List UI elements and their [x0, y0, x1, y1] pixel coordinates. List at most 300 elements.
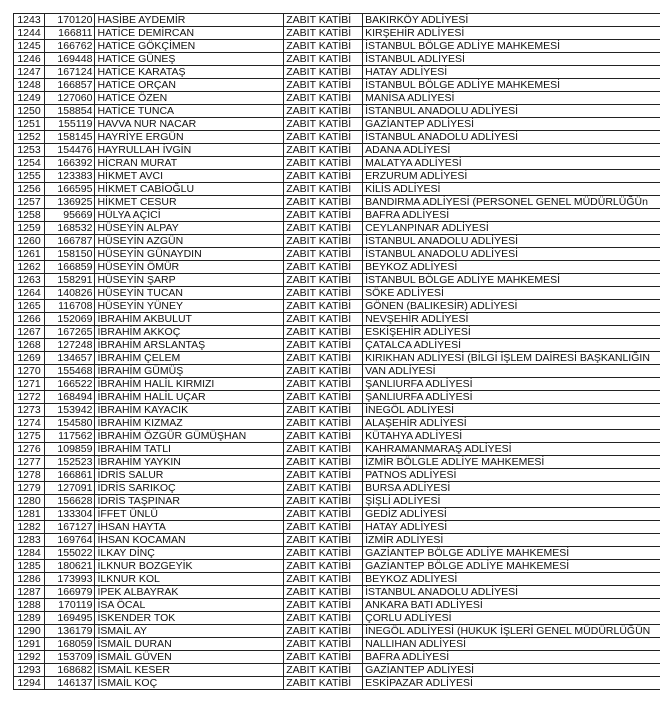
assigned-unit-cell: ÇORLU ADLİYESİ — [363, 612, 660, 625]
job-title-cell: ZABIT KATİBİ — [284, 339, 363, 352]
name-cell: HAYRULLAH İVGİN — [95, 144, 284, 157]
job-title-cell: ZABIT KATİBİ — [284, 638, 363, 651]
name-cell: İDRİS SARIKOÇ — [95, 482, 284, 495]
job-title-cell: ZABIT KATİBİ — [284, 27, 363, 40]
assigned-unit-cell: İZMİR ADLİYESİ — [363, 534, 660, 547]
assigned-unit-cell: BAKIRKÖY ADLİYESİ — [363, 14, 660, 27]
assigned-unit-cell: İSTANBUL ANADOLU ADLİYESİ — [363, 105, 660, 118]
job-title-cell: ZABIT KATİBİ — [284, 118, 363, 131]
row-number-cell: 1264 — [14, 287, 45, 300]
name-cell: İSMAİL KESER — [95, 664, 284, 677]
row-number-cell: 1251 — [14, 118, 45, 131]
table-row — [14, 157, 660, 170]
row-number-cell: 1255 — [14, 170, 45, 183]
name-cell: İDRİS SALUR — [95, 469, 284, 482]
job-title-cell: ZABIT KATİBİ — [284, 235, 363, 248]
job-title-cell: ZABIT KATİBİ — [284, 456, 363, 469]
registry-id-cell: 170119 — [45, 599, 95, 612]
registry-id-cell: 154476 — [45, 144, 95, 157]
row-number-cell: 1249 — [14, 92, 45, 105]
table-row — [14, 196, 660, 209]
registry-id-cell: 127091 — [45, 482, 95, 495]
registry-id-cell: 166392 — [45, 157, 95, 170]
name-cell: İBRAHİM HALİL KIRMIZI — [95, 378, 284, 391]
assigned-unit-cell: MALATYA ADLİYESİ — [363, 157, 660, 170]
name-cell: İBRAHİM GÜMÜŞ — [95, 365, 284, 378]
registry-id-cell: 168682 — [45, 664, 95, 677]
table-row — [14, 651, 660, 664]
table-row — [14, 248, 660, 261]
registry-id-cell: 167124 — [45, 66, 95, 79]
registry-id-cell: 169448 — [45, 53, 95, 66]
registry-id-cell: 155468 — [45, 365, 95, 378]
table-row — [14, 235, 660, 248]
assigned-unit-cell: İSTANBUL BÖLGE ADLİYE MAHKEMESİ — [363, 274, 660, 287]
name-cell: İLKNUR KOL — [95, 573, 284, 586]
registry-id-cell: 169495 — [45, 612, 95, 625]
job-title-cell: ZABIT KATİBİ — [284, 105, 363, 118]
row-number-cell: 1290 — [14, 625, 45, 638]
row-number-cell: 1285 — [14, 560, 45, 573]
registry-id-cell: 133304 — [45, 508, 95, 521]
name-cell: HİKMET CABİOĞLU — [95, 183, 284, 196]
registry-id-cell: 116708 — [45, 300, 95, 313]
job-title-cell: ZABIT KATİBİ — [284, 443, 363, 456]
table-row — [14, 391, 660, 404]
name-cell: HAYRİYE ERGÜN — [95, 131, 284, 144]
table-row — [14, 313, 660, 326]
registry-id-cell: 173993 — [45, 573, 95, 586]
job-title-cell: ZABIT KATİBİ — [284, 222, 363, 235]
registry-id-cell: 158150 — [45, 248, 95, 261]
assigned-unit-cell: VAN ADLİYESİ — [363, 365, 660, 378]
registry-id-cell: 140826 — [45, 287, 95, 300]
assigned-unit-cell: ALAŞEHİR ADLİYESİ — [363, 417, 660, 430]
assigned-unit-cell: GEDİZ ADLİYESİ — [363, 508, 660, 521]
table-row — [14, 300, 660, 313]
assigned-unit-cell: CEYLANPINAR ADLİYESİ — [363, 222, 660, 235]
name-cell: HATİCE GÜNEŞ — [95, 53, 284, 66]
row-number-cell: 1278 — [14, 469, 45, 482]
row-number-cell: 1257 — [14, 196, 45, 209]
registry-id-cell: 127060 — [45, 92, 95, 105]
row-number-cell: 1245 — [14, 40, 45, 53]
name-cell: İBRAHİM TATLI — [95, 443, 284, 456]
table-row — [14, 66, 660, 79]
name-cell: İSMAİL GÜVEN — [95, 651, 284, 664]
table-row — [14, 625, 660, 638]
registry-id-cell: 95669 — [45, 209, 95, 222]
table-row — [14, 456, 660, 469]
registry-id-cell: 158145 — [45, 131, 95, 144]
job-title-cell: ZABIT KATİBİ — [284, 599, 363, 612]
assigned-unit-cell: İSTANBUL ANADOLU ADLİYESİ — [363, 131, 660, 144]
row-number-cell: 1265 — [14, 300, 45, 313]
row-number-cell: 1258 — [14, 209, 45, 222]
name-cell: HÜSEYİN ŞARP — [95, 274, 284, 287]
registry-id-cell: 152523 — [45, 456, 95, 469]
registry-id-cell: 166762 — [45, 40, 95, 53]
name-cell: HATİCE ORÇAN — [95, 79, 284, 92]
registry-id-cell: 169764 — [45, 534, 95, 547]
assigned-unit-cell: İNEGÖL ADLİYESİ — [363, 404, 660, 417]
name-cell: HASİBE AYDEMİR — [95, 14, 284, 27]
name-cell: İBRAHİM HALİL UÇAR — [95, 391, 284, 404]
row-number-cell: 1271 — [14, 378, 45, 391]
assigned-unit-cell: NALLIHAN ADLİYESİ — [363, 638, 660, 651]
row-number-cell: 1246 — [14, 53, 45, 66]
row-number-cell: 1277 — [14, 456, 45, 469]
name-cell: HİCRAN MURAT — [95, 157, 284, 170]
table-row — [14, 677, 660, 690]
table-row — [14, 417, 660, 430]
job-title-cell: ZABIT KATİBİ — [284, 53, 363, 66]
table-row — [14, 14, 660, 27]
table-row — [14, 326, 660, 339]
row-number-cell: 1284 — [14, 547, 45, 560]
assigned-unit-cell: İZMİR BÖLGLE ADLİYE MAHKEMESİ — [363, 456, 660, 469]
table-row — [14, 92, 660, 105]
registry-id-cell: 155119 — [45, 118, 95, 131]
table-row — [14, 27, 660, 40]
job-title-cell: ZABIT KATİBİ — [284, 651, 363, 664]
assigned-unit-cell: KÜTAHYA ADLİYESİ — [363, 430, 660, 443]
job-title-cell: ZABIT KATİBİ — [284, 274, 363, 287]
assigned-unit-cell: PATNOS ADLİYESİ — [363, 469, 660, 482]
row-number-cell: 1294 — [14, 677, 45, 690]
job-title-cell: ZABIT KATİBİ — [284, 508, 363, 521]
name-cell: İBRAHİM YAYKIN — [95, 456, 284, 469]
row-number-cell: 1279 — [14, 482, 45, 495]
job-title-cell: ZABIT KATİBİ — [284, 14, 363, 27]
assigned-unit-cell: KIRŞEHİR ADLİYESİ — [363, 27, 660, 40]
table-row — [14, 547, 660, 560]
assigned-unit-cell: İNEGÖL ADLİYESİ (HUKUK İŞLERİ GENEL MÜDÜRLÜĞÜN — [363, 625, 660, 638]
name-cell: İSMAİL DURAN — [95, 638, 284, 651]
name-cell: HÜSEYİN ALPAY — [95, 222, 284, 235]
job-title-cell: ZABIT KATİBİ — [284, 131, 363, 144]
name-cell: HATİCE KARATAŞ — [95, 66, 284, 79]
registry-id-cell: 170120 — [45, 14, 95, 27]
registry-id-cell: 155022 — [45, 547, 95, 560]
job-title-cell: ZABIT KATİBİ — [284, 144, 363, 157]
table-row — [14, 352, 660, 365]
job-title-cell: ZABIT KATİBİ — [284, 326, 363, 339]
name-cell: İHSAN KOCAMAN — [95, 534, 284, 547]
table-row — [14, 131, 660, 144]
row-number-cell: 1252 — [14, 131, 45, 144]
table-row — [14, 521, 660, 534]
row-number-cell: 1270 — [14, 365, 45, 378]
table-row — [14, 404, 660, 417]
job-title-cell: ZABIT KATİBİ — [284, 66, 363, 79]
job-title-cell: ZABIT KATİBİ — [284, 92, 363, 105]
assigned-unit-cell: NEVŞEHİR ADLİYESİ — [363, 313, 660, 326]
name-cell: HAVVA NUR NACAR — [95, 118, 284, 131]
table-row — [14, 664, 660, 677]
table-row — [14, 40, 660, 53]
assigned-unit-cell: MANİSA ADLİYESİ — [363, 92, 660, 105]
job-title-cell: ZABIT KATİBİ — [284, 352, 363, 365]
job-title-cell: ZABIT KATİBİ — [284, 79, 363, 92]
name-cell: İHSAN HAYTA — [95, 521, 284, 534]
assigned-unit-cell: ÇATALCA ADLİYESİ — [363, 339, 660, 352]
job-title-cell: ZABIT KATİBİ — [284, 625, 363, 638]
name-cell: İSMAİL KOÇ — [95, 677, 284, 690]
name-cell: HÜLYA AÇİCİ — [95, 209, 284, 222]
assigned-unit-cell: İSTANBUL ADLİYESİ — [363, 53, 660, 66]
row-number-cell: 1260 — [14, 235, 45, 248]
row-number-cell: 1287 — [14, 586, 45, 599]
assigned-unit-cell: ŞİŞLİ ADLİYESİ — [363, 495, 660, 508]
table-row — [14, 105, 660, 118]
assigned-unit-cell: BAFRA ADLİYESİ — [363, 651, 660, 664]
name-cell: HATİCE GÖKÇİMEN — [95, 40, 284, 53]
job-title-cell: ZABIT KATİBİ — [284, 560, 363, 573]
assigned-unit-cell: İSTANBUL ANADOLU ADLİYESİ — [363, 235, 660, 248]
row-number-cell: 1256 — [14, 183, 45, 196]
name-cell: İBRAHİM AKBULUT — [95, 313, 284, 326]
assigned-unit-cell: ANKARA BATI ADLİYESİ — [363, 599, 660, 612]
job-title-cell: ZABIT KATİBİ — [284, 183, 363, 196]
table-row — [14, 599, 660, 612]
personnel-table — [13, 13, 660, 690]
registry-id-cell: 117562 — [45, 430, 95, 443]
assigned-unit-cell: HATAY ADLİYESİ — [363, 521, 660, 534]
row-number-cell: 1261 — [14, 248, 45, 261]
job-title-cell: ZABIT KATİBİ — [284, 586, 363, 599]
row-number-cell: 1275 — [14, 430, 45, 443]
registry-id-cell: 168494 — [45, 391, 95, 404]
job-title-cell: ZABIT KATİBİ — [284, 248, 363, 261]
assigned-unit-cell: BURSA ADLİYESİ — [363, 482, 660, 495]
table-row — [14, 378, 660, 391]
job-title-cell: ZABIT KATİBİ — [284, 40, 363, 53]
row-number-cell: 1291 — [14, 638, 45, 651]
registry-id-cell: 168532 — [45, 222, 95, 235]
assigned-unit-cell: GAZİANTEP BÖLGE ADLİYE MAHKEMESİ — [363, 547, 660, 560]
assigned-unit-cell: BEYKOZ ADLİYESİ — [363, 573, 660, 586]
name-cell: HATİCE ÖZEN — [95, 92, 284, 105]
row-number-cell: 1268 — [14, 339, 45, 352]
assigned-unit-cell: ESKİPAZAR ADLİYESİ — [363, 677, 660, 690]
job-title-cell: ZABIT KATİBİ — [284, 196, 363, 209]
registry-id-cell: 154580 — [45, 417, 95, 430]
row-number-cell: 1266 — [14, 313, 45, 326]
registry-id-cell: 136925 — [45, 196, 95, 209]
row-number-cell: 1253 — [14, 144, 45, 157]
job-title-cell: ZABIT KATİBİ — [284, 287, 363, 300]
name-cell: HÜSEYİN GÜNAYDIN — [95, 248, 284, 261]
table-row — [14, 287, 660, 300]
table-row — [14, 612, 660, 625]
name-cell: HÜSEYİN YÜNEY — [95, 300, 284, 313]
registry-id-cell: 166787 — [45, 235, 95, 248]
table-row — [14, 118, 660, 131]
registry-id-cell: 134657 — [45, 352, 95, 365]
job-title-cell: ZABIT KATİBİ — [284, 300, 363, 313]
table-row — [14, 261, 660, 274]
job-title-cell: ZABIT KATİBİ — [284, 534, 363, 547]
table-row — [14, 495, 660, 508]
row-number-cell: 1263 — [14, 274, 45, 287]
name-cell: HÜSEYİN AZGÜN — [95, 235, 284, 248]
registry-id-cell: 166859 — [45, 261, 95, 274]
name-cell: İSA ÖCAL — [95, 599, 284, 612]
table-row — [14, 79, 660, 92]
job-title-cell: ZABIT KATİBİ — [284, 521, 363, 534]
job-title-cell: ZABIT KATİBİ — [284, 417, 363, 430]
registry-id-cell: 167265 — [45, 326, 95, 339]
registry-id-cell: 166811 — [45, 27, 95, 40]
assigned-unit-cell: İSTANBUL BÖLGE ADLİYE MAHKEMESİ — [363, 40, 660, 53]
name-cell: İLKNUR BOZGEYİK — [95, 560, 284, 573]
name-cell: İBRAHİM KAYACIK — [95, 404, 284, 417]
table-row — [14, 482, 660, 495]
registry-id-cell: 156628 — [45, 495, 95, 508]
row-number-cell: 1244 — [14, 27, 45, 40]
assigned-unit-cell: SÖKE ADLİYESİ — [363, 287, 660, 300]
name-cell: HÜSEYİN ÖMÜR — [95, 261, 284, 274]
registry-id-cell: 166522 — [45, 378, 95, 391]
name-cell: İFFET ÜNLÜ — [95, 508, 284, 521]
name-cell: İSKENDER TOK — [95, 612, 284, 625]
job-title-cell: ZABIT KATİBİ — [284, 157, 363, 170]
name-cell: İDRİS TAŞPINAR — [95, 495, 284, 508]
assigned-unit-cell: GAZİANTEP ADLİYESİ — [363, 118, 660, 131]
table-row — [14, 339, 660, 352]
name-cell: HİKMET AVCI — [95, 170, 284, 183]
assigned-unit-cell: ŞANLIURFA ADLİYESİ — [363, 391, 660, 404]
registry-id-cell: 109859 — [45, 443, 95, 456]
name-cell: HATİCE TUNCA — [95, 105, 284, 118]
row-number-cell: 1274 — [14, 417, 45, 430]
table-row — [14, 274, 660, 287]
name-cell: İBRAHİM ÖZGÜR GÜMÜŞHAN — [95, 430, 284, 443]
row-number-cell: 1272 — [14, 391, 45, 404]
job-title-cell: ZABIT KATİBİ — [284, 209, 363, 222]
job-title-cell: ZABIT KATİBİ — [284, 404, 363, 417]
name-cell: İLKAY DİNÇ — [95, 547, 284, 560]
assigned-unit-cell: İSTANBUL ANADOLU ADLİYESİ — [363, 586, 660, 599]
assigned-unit-cell: İSTANBUL ANADOLU ADLİYESİ — [363, 248, 660, 261]
job-title-cell: ZABIT KATİBİ — [284, 391, 363, 404]
name-cell: İSMAİL AY — [95, 625, 284, 638]
name-cell: HİKMET CESUR — [95, 196, 284, 209]
row-number-cell: 1243 — [14, 14, 45, 27]
assigned-unit-cell: KAHRAMANMARAŞ ADLİYESİ — [363, 443, 660, 456]
row-number-cell: 1293 — [14, 664, 45, 677]
row-number-cell: 1250 — [14, 105, 45, 118]
registry-id-cell: 127248 — [45, 339, 95, 352]
row-number-cell: 1281 — [14, 508, 45, 521]
name-cell: HÜSEYİN TUCAN — [95, 287, 284, 300]
table-row — [14, 469, 660, 482]
table-row — [14, 222, 660, 235]
assigned-unit-cell: GAZİANTEP ADLİYESİ — [363, 664, 660, 677]
job-title-cell: ZABIT KATİBİ — [284, 378, 363, 391]
table-row — [14, 534, 660, 547]
row-number-cell: 1254 — [14, 157, 45, 170]
table-row — [14, 365, 660, 378]
row-number-cell: 1269 — [14, 352, 45, 365]
table-row — [14, 586, 660, 599]
assigned-unit-cell: ŞANLIURFA ADLİYESİ — [363, 378, 660, 391]
table-row — [14, 443, 660, 456]
assigned-unit-cell: ADANA ADLİYESİ — [363, 144, 660, 157]
assigned-unit-cell: GÖNEN (BALIKESİR) ADLİYESİ — [363, 300, 660, 313]
job-title-cell: ZABIT KATİBİ — [284, 664, 363, 677]
name-cell: İPEK ALBAYRAK — [95, 586, 284, 599]
job-title-cell: ZABIT KATİBİ — [284, 677, 363, 690]
table-row — [14, 508, 660, 521]
table-row — [14, 573, 660, 586]
registry-id-cell: 158854 — [45, 105, 95, 118]
registry-id-cell: 158291 — [45, 274, 95, 287]
row-number-cell: 1280 — [14, 495, 45, 508]
row-number-cell: 1262 — [14, 261, 45, 274]
registry-id-cell: 153709 — [45, 651, 95, 664]
assigned-unit-cell: ESKİŞEHİR ADLİYESİ — [363, 326, 660, 339]
job-title-cell: ZABIT KATİBİ — [284, 430, 363, 443]
row-number-cell: 1283 — [14, 534, 45, 547]
row-number-cell: 1267 — [14, 326, 45, 339]
table-row — [14, 638, 660, 651]
name-cell: İBRAHİM ÇELEM — [95, 352, 284, 365]
assigned-unit-cell: GAZİANTEP BÖLGE ADLİYE MAHKEMESİ — [363, 560, 660, 573]
registry-id-cell: 152069 — [45, 313, 95, 326]
row-number-cell: 1286 — [14, 573, 45, 586]
row-number-cell: 1248 — [14, 79, 45, 92]
name-cell: İBRAHİM AKKOÇ — [95, 326, 284, 339]
job-title-cell: ZABIT KATİBİ — [284, 573, 363, 586]
registry-id-cell: 123383 — [45, 170, 95, 183]
registry-id-cell: 166979 — [45, 586, 95, 599]
assigned-unit-cell: HATAY ADLİYESİ — [363, 66, 660, 79]
row-number-cell: 1288 — [14, 599, 45, 612]
registry-id-cell: 146137 — [45, 677, 95, 690]
table-row — [14, 430, 660, 443]
row-number-cell: 1273 — [14, 404, 45, 417]
job-title-cell: ZABIT KATİBİ — [284, 612, 363, 625]
assigned-unit-cell: KİLİS ADLİYESİ — [363, 183, 660, 196]
table-row — [14, 560, 660, 573]
assigned-unit-cell: BANDIRMA ADLİYESİ (PERSONEL GENEL MÜDÜRLÜĞÜn — [363, 196, 660, 209]
row-number-cell: 1282 — [14, 521, 45, 534]
registry-id-cell: 153942 — [45, 404, 95, 417]
row-number-cell: 1247 — [14, 66, 45, 79]
assigned-unit-cell: İSTANBUL BÖLGE ADLİYE MAHKEMESİ — [363, 79, 660, 92]
registry-id-cell: 166861 — [45, 469, 95, 482]
name-cell: HATİCE DEMİRCAN — [95, 27, 284, 40]
assigned-unit-cell: BEYKOZ ADLİYESİ — [363, 261, 660, 274]
registry-id-cell: 168059 — [45, 638, 95, 651]
personnel-table-body — [14, 14, 660, 690]
row-number-cell: 1259 — [14, 222, 45, 235]
table-row — [14, 183, 660, 196]
registry-id-cell: 136179 — [45, 625, 95, 638]
row-number-cell: 1289 — [14, 612, 45, 625]
table-row — [14, 144, 660, 157]
registry-id-cell: 166857 — [45, 79, 95, 92]
assigned-unit-cell: BAFRA ADLİYESİ — [363, 209, 660, 222]
registry-id-cell: 180621 — [45, 560, 95, 573]
assigned-unit-cell: ERZURUM ADLİYESİ — [363, 170, 660, 183]
name-cell: İBRAHİM KIZMAZ — [95, 417, 284, 430]
assigned-unit-cell: KIRIKHAN ADLİYESİ (BİLGİ İŞLEM DAİRESİ BAŞKANLIĞIN — [363, 352, 660, 365]
job-title-cell: ZABIT KATİBİ — [284, 313, 363, 326]
table-row — [14, 170, 660, 183]
